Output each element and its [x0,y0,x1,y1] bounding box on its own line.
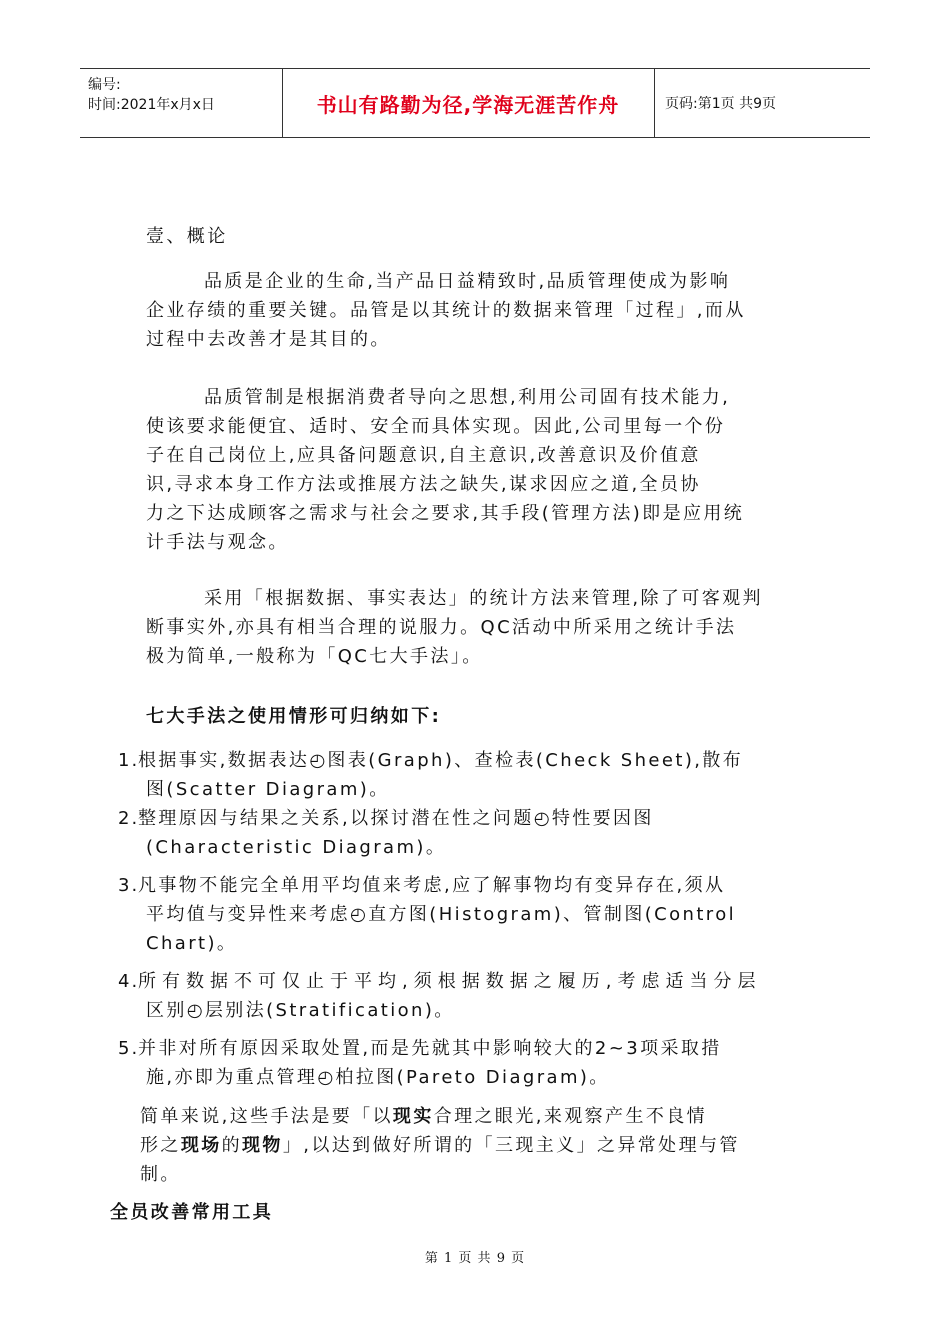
summary-text: 」,以达到做好所谓的「三现主义」之异常处理与管 [282,1135,740,1156]
summary-text: 形之 [140,1135,181,1156]
list-item-line: 区别◴层别法(Stratification)。 [146,1000,455,1021]
summary-text: 的 [221,1135,243,1156]
paragraph-line: 极为简单,一般称为「QC七大手法」。 [146,646,483,667]
list-item-line: 施,亦即为重点管理◴柏拉图(Pareto Diagram)。 [146,1067,610,1088]
page-footer: 第 1 页 共 9 页 [424,1251,526,1266]
paragraph-line: 力之下达成顾客之需求与社会之要求,其手段(管理方法)即是应用统 [146,503,745,524]
list-item-line: (Characteristic Diagram)。 [146,837,447,858]
list-item-line: 平均值与变异性来考虑◴直方图(Histogram)、管制图(Control [146,904,737,925]
paragraph-line: 识,寻求本身工作方法或推展方法之缺失,谋求因应之道,全员协 [146,474,701,495]
section-title: 壹、概论 [146,226,228,247]
list-item-line: 整理原因与结果之关系,以探讨潜在性之问题◴特性要因图 [138,808,654,829]
number-label: 编号: [88,77,121,93]
summary-line [140,1131,740,1160]
seven-tools-heading: 七大手法之使用情形可归纳如下: [146,706,442,727]
list-item-line: Chart)。 [146,933,238,954]
paragraph-line: 品质管制是根据消费者导向之思想,利用公司固有技术能力, [204,387,731,408]
tools-heading: 全员改善常用工具 [110,1202,274,1223]
paragraph-line: 过程中去改善才是其目的。 [146,329,391,350]
summary-text: 合理之眼光,来观察产生不良情 [433,1106,708,1127]
list-item-line: 所有数据不可仅止于平均,须根据数据之履历,考虑适当分层 [138,971,762,992]
paragraph-line: 品质是企业的生命,当产品日益精致时,品质管理使成为影响 [204,271,731,292]
paragraph-line: 采用「根据数据、事实表达」的统计方法来管理,除了可客观判 [204,588,763,609]
summary-line: 制。 [140,1164,181,1185]
summary-emphasis: 现物 [242,1135,283,1156]
header-divider [654,69,655,137]
paragraph-line: 企业存绩的重要关键。品管是以其统计的数据来管理「过程」,而从 [146,300,746,321]
list-item-line: 根据事实,数据表达◴图表(Graph)、查检表(Check Sheet),散布 [138,750,744,771]
list-number: 1. [118,750,140,771]
list-number: 4. [118,971,140,992]
paragraph-line: 计手法与观念。 [146,532,289,553]
paragraph-line: 断事实外,亦具有相当合理的说服力。QC活动中所采用之统计手法 [146,617,737,638]
header-page-info: 页码:第1页 共9页 [665,96,776,112]
time-label: 时间:2021年x月x日 [88,97,215,113]
list-number: 5. [118,1038,140,1059]
header-meta [88,75,215,115]
list-number: 2. [118,808,140,829]
summary-line [140,1102,707,1131]
summary-emphasis: 现实 [392,1106,434,1127]
list-item-line: 并非对所有原因采取处置,而是先就其中影响较大的2~3项采取措 [138,1038,722,1059]
header-motto: 书山有路勤为径,学海无涯苦作舟 [316,92,620,117]
page-header [80,68,870,138]
summary-emphasis: 现场 [180,1135,222,1156]
list-item-line: 凡事物不能完全单用平均值来考虑,应了解事物均有变异存在,须从 [138,875,726,896]
list-number: 3. [118,875,140,896]
summary-text: 简单来说,这些手法是要「以 [140,1106,393,1127]
paragraph-line: 子在自己岗位上,应具备问题意识,自主意识,改善意识及价值意 [146,445,701,466]
list-item-line: 图(Scatter Diagram)。 [146,779,390,800]
paragraph-line: 使该要求能便宜、适时、安全而具体实现。因此,公司里每一个份 [146,416,726,437]
